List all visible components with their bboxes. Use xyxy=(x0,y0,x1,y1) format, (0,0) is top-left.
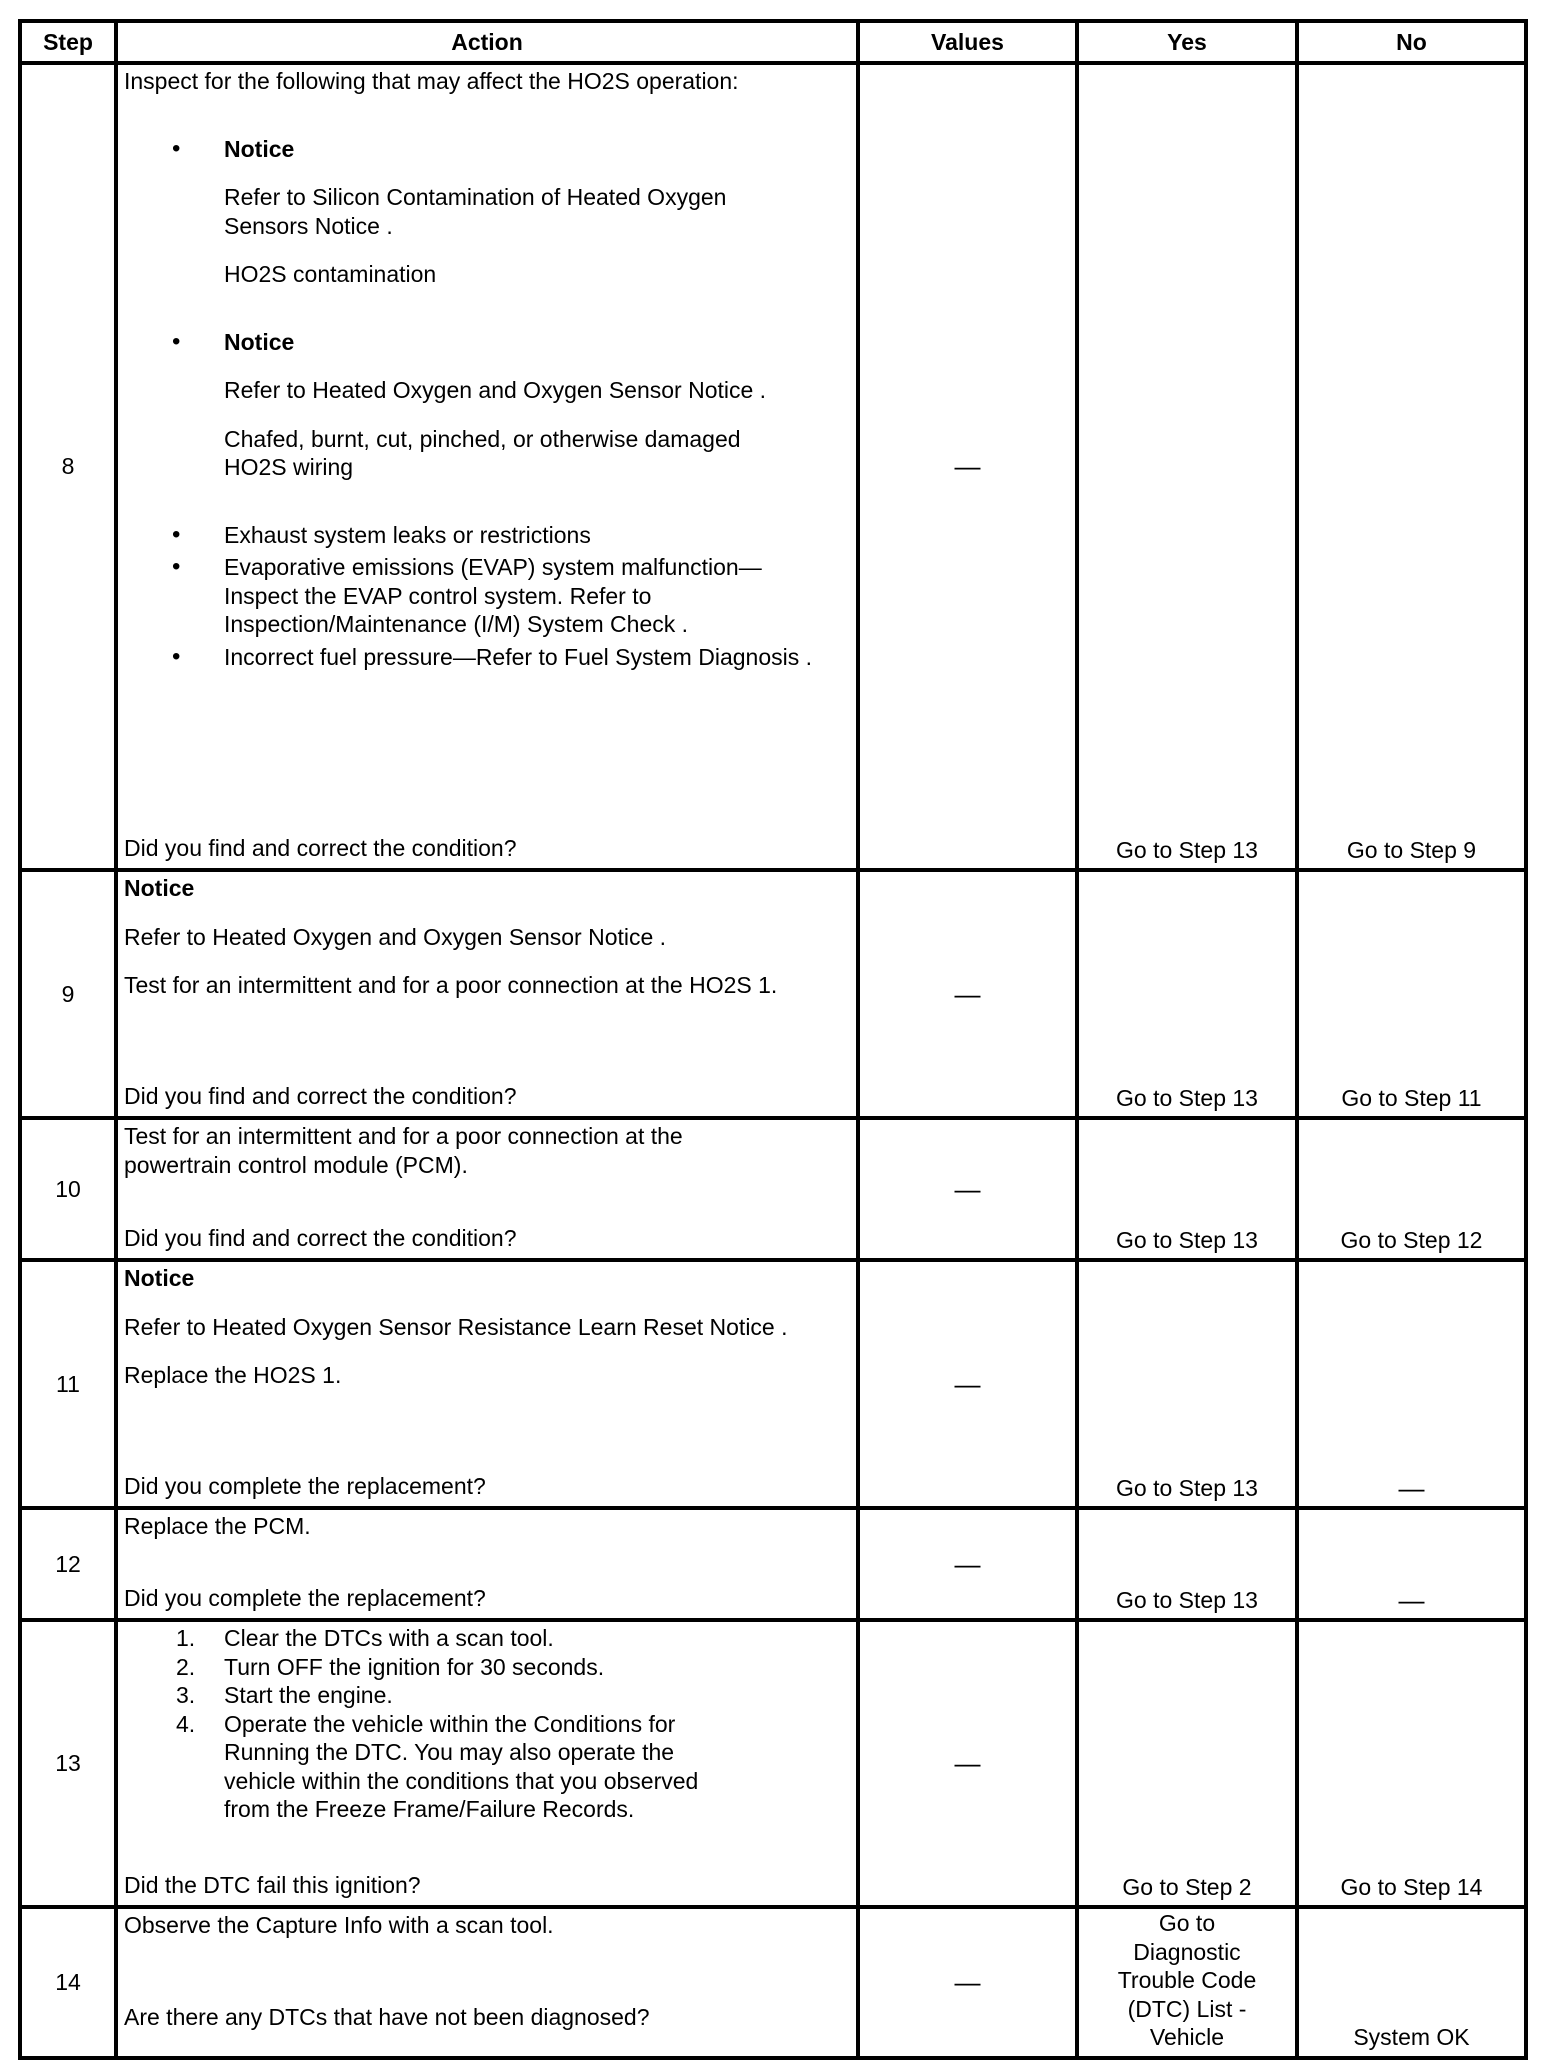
item-text: • Exhaust system leaks or restrictions xyxy=(224,521,591,548)
action-cell xyxy=(116,63,858,870)
list-item xyxy=(124,328,850,521)
item-text: • Evaporative emissions (EVAP) system malfunction—Inspect the EVAP control system. Refer to Inspection/Maintenance (I/M) System Check . xyxy=(224,554,762,637)
list-text: Operate the vehicle within the Conditions for Running the DTC. You may also operate the vehicle within the conditions that you observed from the Freeze Frame/Failure Records. xyxy=(224,1710,699,1822)
notice-title: • Notice xyxy=(224,135,295,162)
values-cell: — xyxy=(858,1907,1077,2058)
table-row-step-9 xyxy=(20,870,1526,1118)
list-item xyxy=(124,643,850,672)
action-question: Did you find and correct the condition? xyxy=(124,834,517,861)
action-text: Test for an intermittent and for a poor connection at the powertrain control module (PCM). xyxy=(124,1123,683,1178)
header-values: Values xyxy=(858,21,1077,63)
no-cell: — xyxy=(1297,1260,1526,1508)
no-cell: Go to Step 9 xyxy=(1297,63,1526,870)
notice-title: Notice xyxy=(124,1265,195,1291)
action-cell xyxy=(116,1620,858,1907)
action-text: Replace the HO2S 1. xyxy=(124,1362,342,1388)
step-number: 9 xyxy=(20,870,116,1118)
list-text: Turn OFF the ignition for 30 seconds. xyxy=(224,1653,605,1680)
notice-text: Refer to Heated Oxygen and Oxygen Sensor Notice . xyxy=(224,377,767,403)
no-cell: Go to Step 11 xyxy=(1297,870,1526,1118)
list-number: 2. xyxy=(176,1653,196,1680)
step-number: 11 xyxy=(20,1260,116,1508)
list-item xyxy=(124,1624,850,1653)
list-item xyxy=(124,135,850,328)
values-cell: — xyxy=(858,1118,1077,1260)
yes-cell: Go to Step 13 xyxy=(1077,870,1297,1118)
action-text: Replace the PCM. xyxy=(124,1513,311,1539)
action-question: Are there any DTCs that have not been diagnosed? xyxy=(124,2003,650,2030)
no-cell: Go to Step 14 xyxy=(1297,1620,1526,1907)
list-item xyxy=(124,1681,850,1710)
notice-text: Refer to Heated Oxygen Sensor Resistance Learn Reset Notice . xyxy=(124,1313,788,1340)
notice-title: • Notice xyxy=(224,328,295,355)
action-text: Observe the Capture Info with a scan tool. xyxy=(124,1912,554,1938)
action-question: Did the DTC fail this ignition? xyxy=(124,1871,421,1898)
list-number: 1. xyxy=(176,1625,196,1651)
step-number: 13 xyxy=(20,1620,116,1907)
action-cell xyxy=(116,1260,858,1508)
inspection-list xyxy=(124,135,850,672)
header-row xyxy=(20,21,1526,63)
action-text: Test for an intermittent and for a poor connection at the HO2S 1. xyxy=(124,972,778,998)
list-number: 4. xyxy=(176,1710,196,1737)
table-row-step-14 xyxy=(20,1907,1526,2058)
item-text: HO2S contamination xyxy=(224,261,437,287)
yes-cell: Go to Step 13 xyxy=(1077,1508,1297,1620)
yes-cell: Go to Step 13 xyxy=(1077,63,1297,870)
header-action: Action xyxy=(116,21,858,63)
no-cell: — xyxy=(1297,1508,1526,1620)
step-number: 14 xyxy=(20,1907,116,2058)
no-cell: Go to Step 12 xyxy=(1297,1118,1526,1260)
item-text: Chafed, burnt, cut, pinched, or otherwise damaged HO2S wiring xyxy=(224,425,741,480)
header-yes: Yes xyxy=(1077,21,1297,63)
table-row-step-8 xyxy=(20,63,1526,870)
header-no: No xyxy=(1297,21,1526,63)
action-question: Did you complete the replacement? xyxy=(124,1472,486,1499)
action-intro: Inspect for the following that may affect the HO2S operation: xyxy=(124,68,739,94)
table-row-step-11 xyxy=(20,1260,1526,1508)
values-cell: — xyxy=(858,870,1077,1118)
list-item xyxy=(124,553,850,639)
yes-cell: Go to Step 13 xyxy=(1077,1260,1297,1508)
notice-text: Refer to Heated Oxygen and Oxygen Sensor Notice . xyxy=(124,923,667,950)
table-row-step-12 xyxy=(20,1508,1526,1620)
action-cell xyxy=(116,870,858,1118)
list-item xyxy=(124,521,850,550)
list-text: Start the engine. xyxy=(224,1682,393,1708)
action-question: Did you find and correct the condition? xyxy=(124,1082,517,1109)
list-item xyxy=(124,1710,704,1824)
notice-text: Refer to Silicon Contamination of Heated Oxygen Sensors Notice . xyxy=(224,184,727,239)
action-question: Did you complete the replacement? xyxy=(124,1584,486,1611)
procedure-list xyxy=(124,1624,850,1824)
values-cell: — xyxy=(858,63,1077,870)
values-cell: — xyxy=(858,1260,1077,1508)
item-text: • Incorrect fuel pressure—Refer to Fuel System Diagnosis . xyxy=(224,643,813,670)
dtc-list-link: Go to Diagnostic Trouble Code (DTC) List - Vehicle xyxy=(1117,1910,1257,2050)
action-cell xyxy=(116,1508,858,1620)
yes-cell: Go to Step 2 xyxy=(1077,1620,1297,1907)
header-step: Step xyxy=(20,21,116,63)
diagnostic-table xyxy=(18,19,1528,2060)
step-number: 10 xyxy=(20,1118,116,1260)
values-cell: — xyxy=(858,1620,1077,1907)
action-question: Did you find and correct the condition? xyxy=(124,1224,517,1251)
notice-title: Notice xyxy=(124,875,195,901)
step-number: 8 xyxy=(20,63,116,870)
no-cell: System OK xyxy=(1297,1907,1526,2058)
yes-cell xyxy=(1077,1907,1297,2058)
yes-cell: Go to Step 13 xyxy=(1077,1118,1297,1260)
action-cell xyxy=(116,1907,858,2058)
step-number: 12 xyxy=(20,1508,116,1620)
table-row-step-10 xyxy=(20,1118,1526,1260)
action-cell xyxy=(116,1118,858,1260)
list-text: Clear the DTCs with a scan tool. xyxy=(224,1625,554,1651)
values-cell: — xyxy=(858,1508,1077,1620)
list-number: 3. xyxy=(176,1682,196,1708)
list-item xyxy=(124,1653,850,1682)
table-row-step-13 xyxy=(20,1620,1526,1907)
